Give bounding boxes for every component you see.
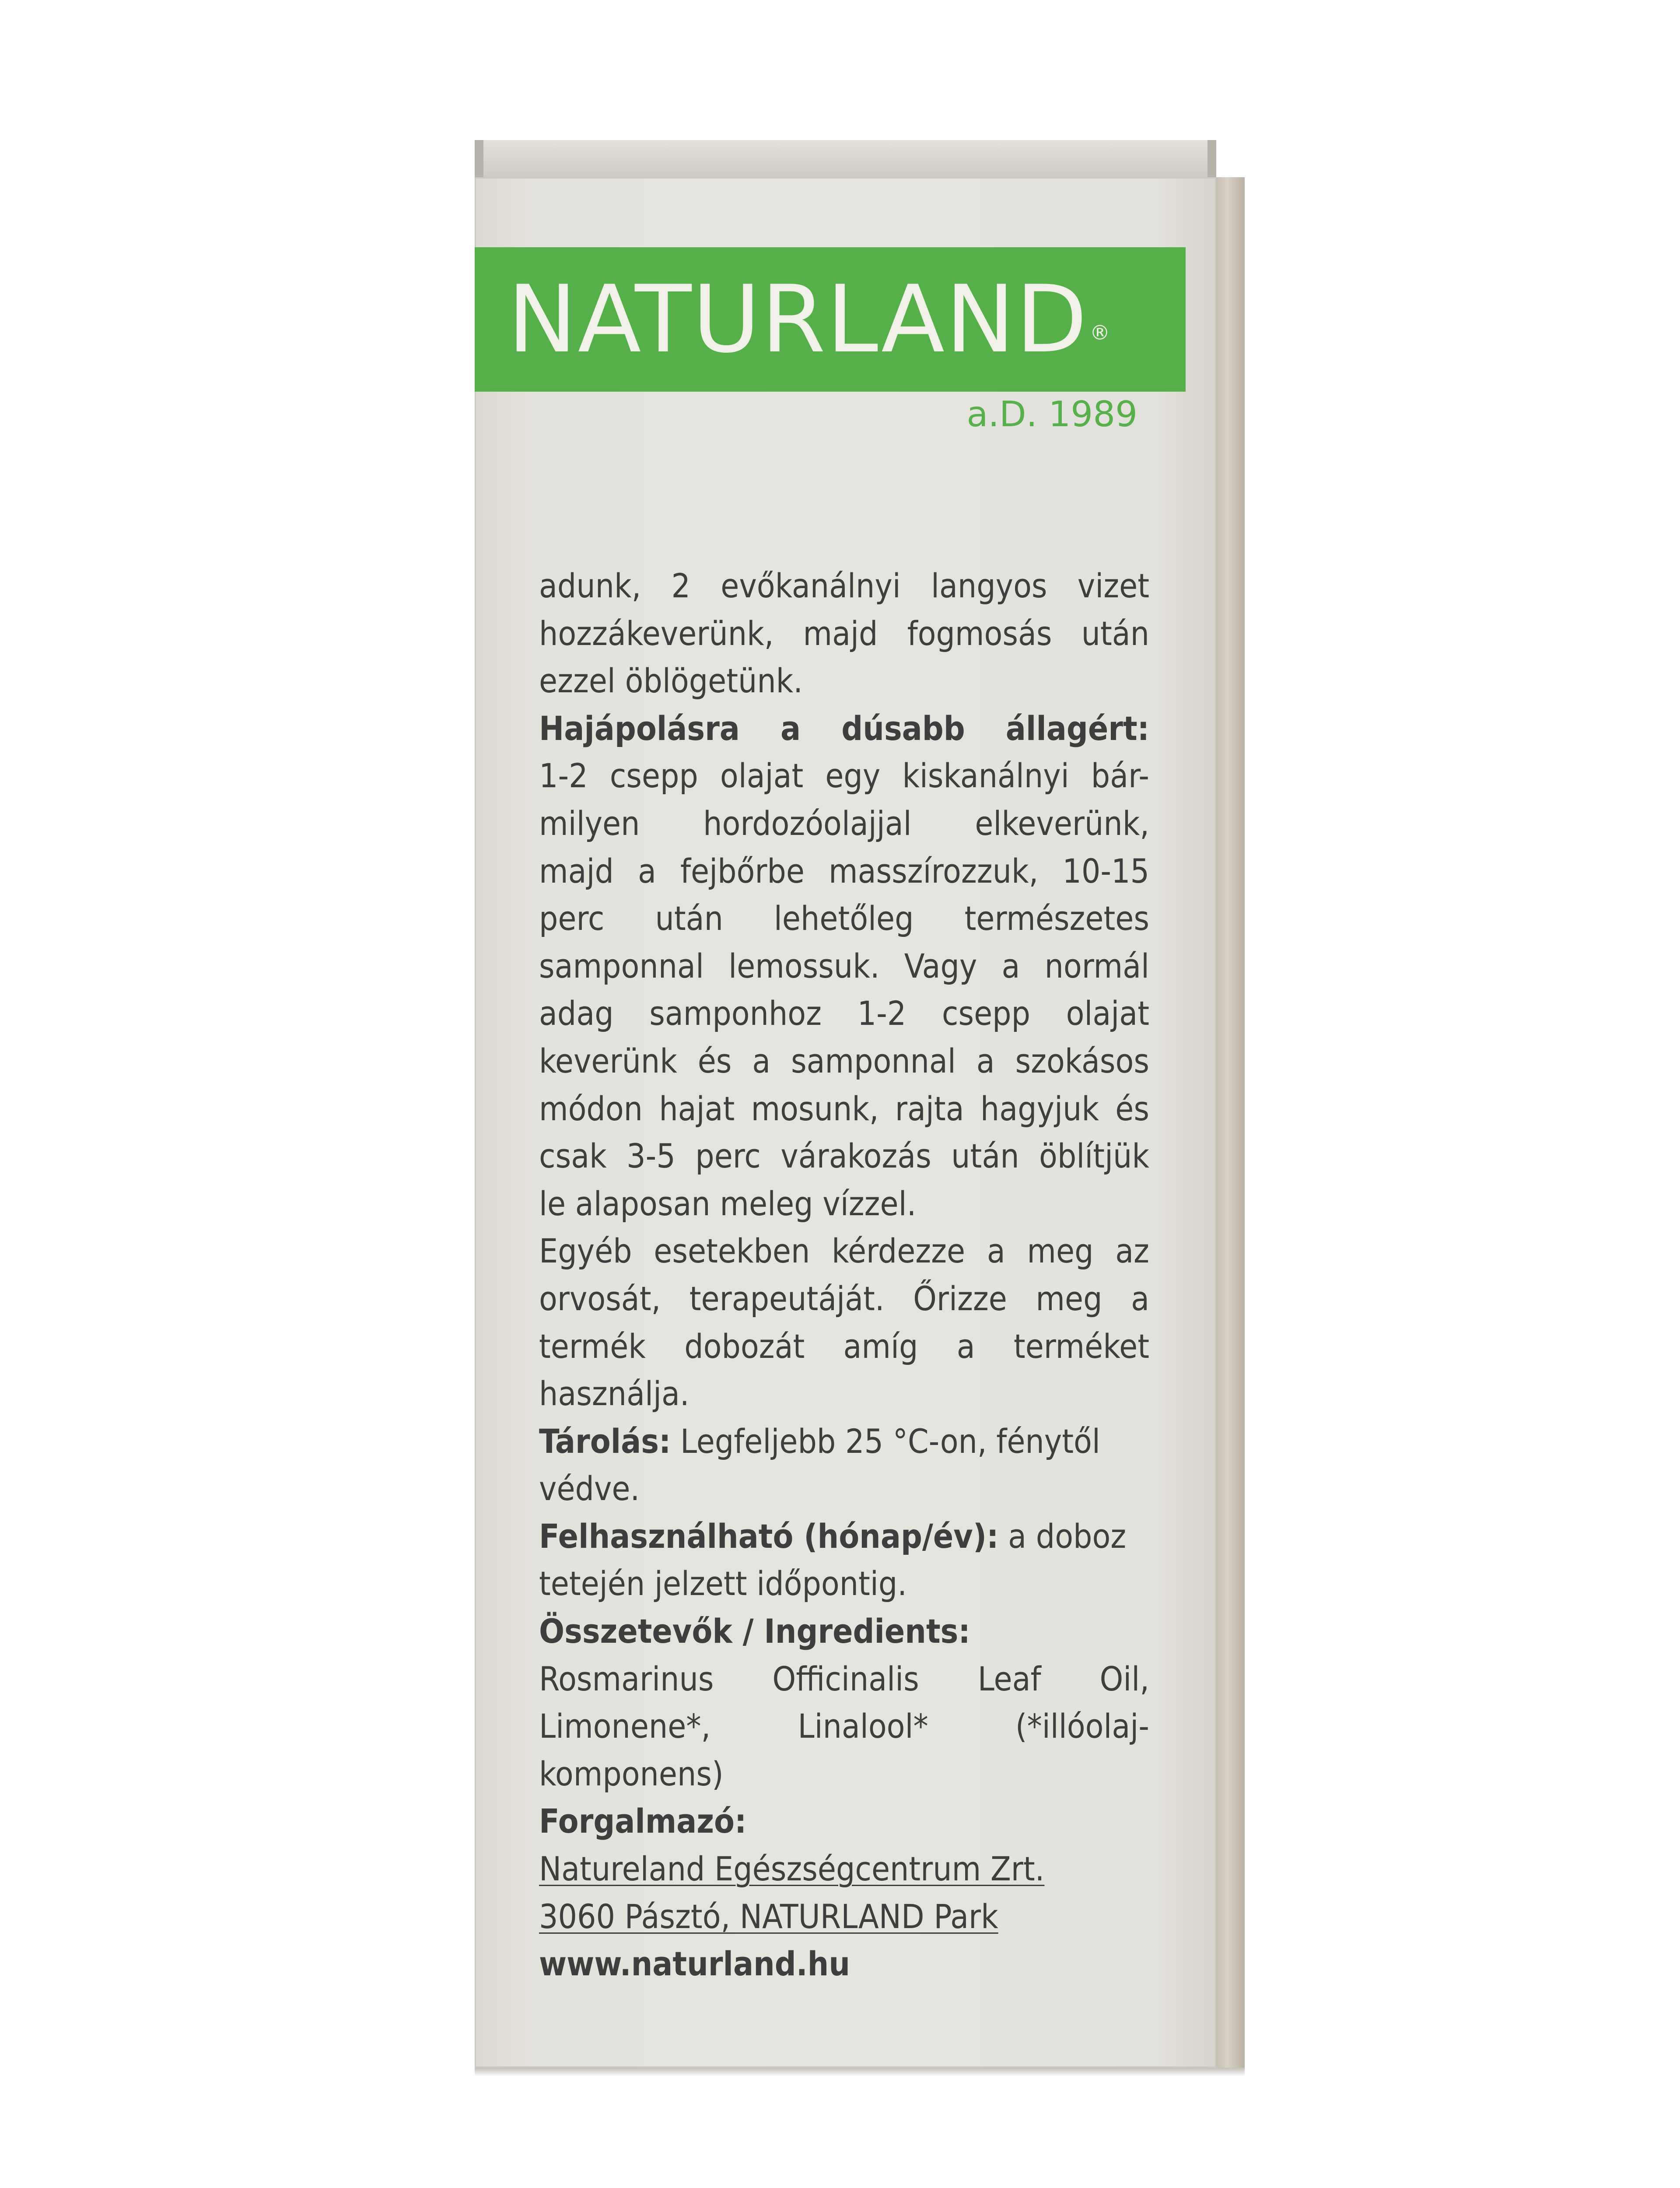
- text-line: adunk, 2 evőkanálnyi langyos vizet: [539, 566, 1149, 605]
- ingredients-line: komponens): [539, 1754, 724, 1793]
- brand-year: a.D. 1989: [966, 394, 1138, 435]
- text-line: hozzákeverünk, majd fogmosás után: [539, 614, 1149, 653]
- text-line: módon hajat mosunk, rajta hagyjuk és: [539, 1089, 1149, 1128]
- text-line: csak 3-5 perc várakozás után öblítjük: [539, 1136, 1149, 1176]
- text-line: perc után lehetőleg természetes: [539, 899, 1149, 938]
- distributor-name: Natureland Egészségcentrum Zrt.: [539, 1849, 1045, 1889]
- distributor-heading: Forgalmazó:: [539, 1802, 747, 1841]
- text-line: majd a fejbőrbe masszírozzuk, 10-15: [539, 851, 1149, 891]
- ingredients-heading: Összetevők / Ingredients:: [539, 1612, 970, 1651]
- package-box-side: [1216, 177, 1245, 2068]
- box-cap-notch-left: [475, 140, 483, 177]
- text-line: 1-2 csepp olajat egy kiskanálnyi bár-: [539, 756, 1149, 796]
- ingredients-line: Limonene*, Linalool* (*illóolaj-: [539, 1707, 1149, 1746]
- ingredients-line: Rosmarinus Officinalis Leaf Oil,: [539, 1659, 1149, 1698]
- storage-line: [539, 1418, 1149, 1466]
- storage-label: Tárolás:: [539, 1421, 671, 1461]
- storage-value: Legfeljebb 25 °C-on, fénytől: [671, 1421, 1100, 1461]
- text-line: milyen hordozóolajjal elkeverünk,: [539, 803, 1149, 843]
- text-line: védve.: [539, 1469, 640, 1508]
- website-url: www.naturland.hu: [539, 1944, 850, 1984]
- text-line: termék dobozát amíg a terméket: [539, 1326, 1149, 1366]
- text-line: orvosát, terapeutáját. Őrizze meg a: [539, 1279, 1149, 1318]
- best-before-value: a doboz: [998, 1516, 1127, 1556]
- text-line: tetején jelzett időpontig.: [539, 1564, 907, 1603]
- text-line: ezzel öblögetünk.: [539, 661, 803, 701]
- best-before-label: Felhasználható (hónap/év):: [539, 1516, 999, 1556]
- box-cap-notch-right: [1208, 140, 1216, 177]
- brand-logo: [508, 265, 1109, 374]
- best-before-line: [539, 1513, 1149, 1560]
- text-line: használja.: [539, 1374, 690, 1413]
- distributor-address: 3060 Pásztó, NATURLAND Park: [539, 1897, 998, 1936]
- brand-name-text: NATURLAND: [508, 265, 1088, 373]
- section-heading-hair-care: Hajápolásra a dúsabb állagért:: [539, 708, 1149, 748]
- text-line: samponnal lemossuk. Vagy a normál: [539, 946, 1149, 985]
- box-shadow: [475, 2068, 1245, 2076]
- text-line: le alaposan meleg vízzel.: [539, 1184, 917, 1223]
- box-top-cap: [475, 140, 1216, 180]
- registered-mark: ®: [1089, 321, 1111, 344]
- text-line: adag samponhoz 1-2 csepp olajat: [539, 994, 1149, 1033]
- text-line: keverünk és a samponnal a szokásos: [539, 1041, 1149, 1080]
- label-text-block: [539, 562, 1149, 1988]
- text-line: Egyéb esetekben kérdezze a meg az: [539, 1231, 1149, 1271]
